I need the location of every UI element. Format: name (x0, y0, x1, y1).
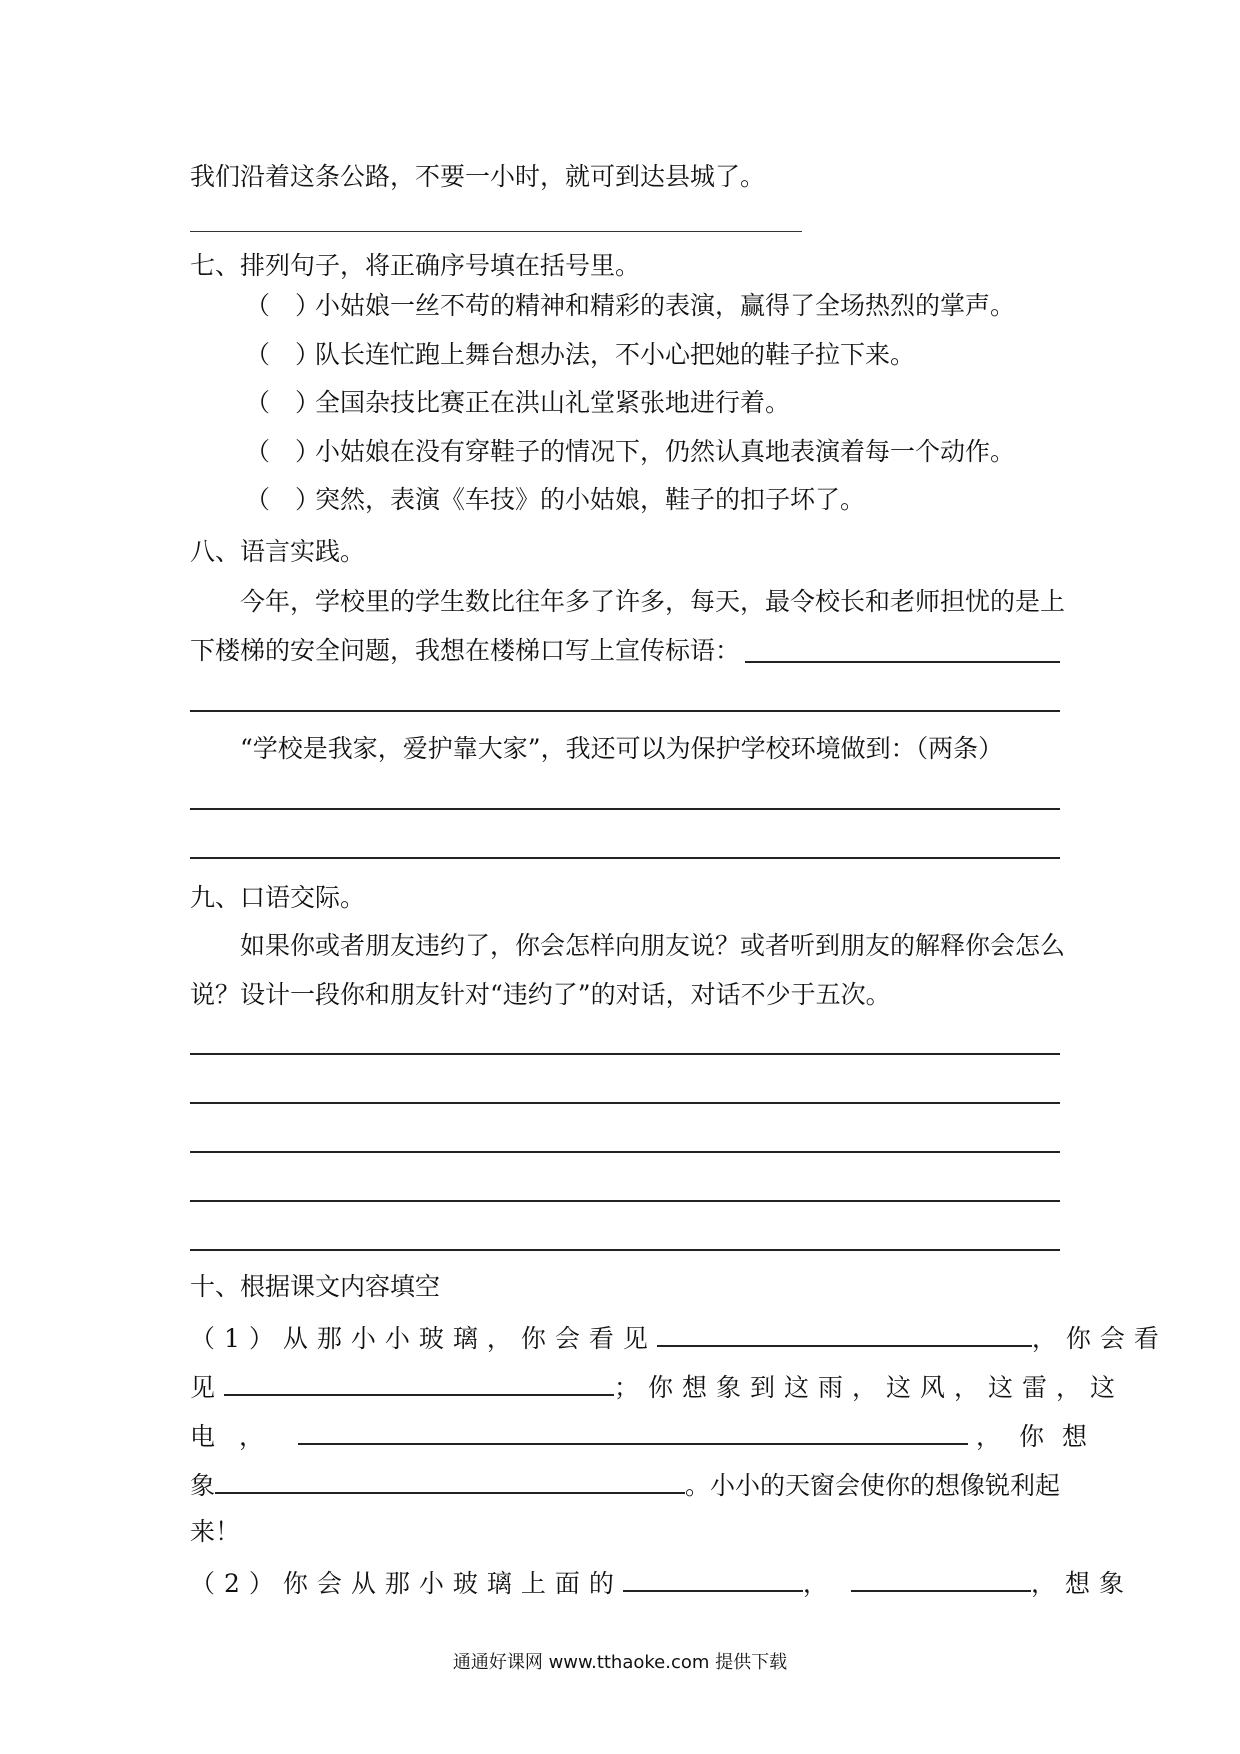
section9-line1: 如果你或者朋友违约了，你会怎样向朋友说？或者听到朋友的解释你会怎么 (240, 931, 1066, 960)
order-item-3: （ ）全国杂技比赛正在洪山礼堂紧张地进行着。 (245, 386, 790, 420)
dialogue-line-1[interactable] (190, 1053, 1060, 1055)
slogan-line-2[interactable] (190, 710, 1060, 712)
slogan-blank[interactable] (745, 661, 1060, 663)
q1-blank-4[interactable] (215, 1466, 685, 1494)
answer-line-8a[interactable] (190, 808, 1060, 810)
dialogue-line-5[interactable] (190, 1249, 1060, 1251)
q1-blank-3[interactable] (298, 1417, 968, 1445)
q1-blank-2[interactable] (224, 1368, 614, 1396)
q1-line5: 来！ (190, 1517, 241, 1546)
section8-para1-line2: 下楼梯的安全问题，我想在楼梯口写上宣传标语： (190, 636, 741, 665)
section9-title: 九、口语交际。 (190, 883, 366, 912)
q1-blank-1[interactable] (657, 1319, 1032, 1347)
q1-line1: （1）从那小小玻璃，你会看见 ，你会看 (190, 1319, 1168, 1356)
order-blank-2[interactable]: （ ） (245, 340, 321, 369)
q1-line4: 象 。小小的天窗会使你的想像锐利起 (190, 1466, 1060, 1503)
order-item-2: （ ）队长连忙跑上舞台想办法，不小心把她的鞋子拉下来。 (245, 338, 915, 372)
order-blank-4[interactable]: （ ） (245, 437, 321, 466)
order-item-4: （ ）小姑娘在没有穿鞋子的情况下，仍然认真地表演着每一个动作。 (245, 435, 1015, 469)
order-blank-5[interactable]: （ ） (245, 485, 321, 514)
answer-line-8b[interactable] (190, 857, 1060, 859)
order-blank-3[interactable]: （ ） (245, 388, 321, 417)
dialogue-line-2[interactable] (190, 1102, 1060, 1104)
q1-line2: 见 ；你想象到这雨，这风，这雷，这 (190, 1368, 1124, 1405)
section8-title: 八、语言实践。 (190, 537, 366, 566)
section8-para1-line1: 今年，学校里的学生数比往年多了许多，每天，最令校长和老师担忧的是上 (240, 587, 1066, 616)
q1-line3: 电， ，你想 (190, 1417, 1060, 1454)
section7-title: 七、排列句子，将正确序号填在括号里。 (190, 251, 641, 280)
rewrite-sentence: 我们沿着这条公路，不要一小时，就可到达县城了。 (190, 162, 766, 191)
section9-line2: 说？设计一段你和朋友针对“违约了”的对话，对话不少于五次。 (190, 980, 891, 1009)
footer-download-note: 通通好课网 www.tthaoke.com 提供下载 (452, 1652, 788, 1673)
section8-para2: “学校是我家，爱护靠大家”，我还可以为保护学校环境做到：（两条） (240, 734, 1004, 763)
order-item-5: （ ）突然，表演《车技》的小姑娘，鞋子的扣子坏了。 (245, 483, 865, 517)
order-item-1: （ ）小姑娘一丝不苟的精神和精彩的表演，赢得了全场热烈的掌声。 (245, 289, 1015, 323)
dialogue-line-4[interactable] (190, 1200, 1060, 1202)
q2-blank-2[interactable] (851, 1564, 1031, 1592)
answer-line-rewrite[interactable] (190, 231, 802, 232)
order-blank-1[interactable]: （ ） (245, 291, 321, 320)
dialogue-line-3[interactable] (190, 1151, 1060, 1153)
q2-line1: （2）你会从那小玻璃上面的 ， ，想象 (190, 1564, 1133, 1601)
q2-blank-1[interactable] (623, 1564, 803, 1592)
section10-title: 十、根据课文内容填空 (190, 1272, 441, 1301)
